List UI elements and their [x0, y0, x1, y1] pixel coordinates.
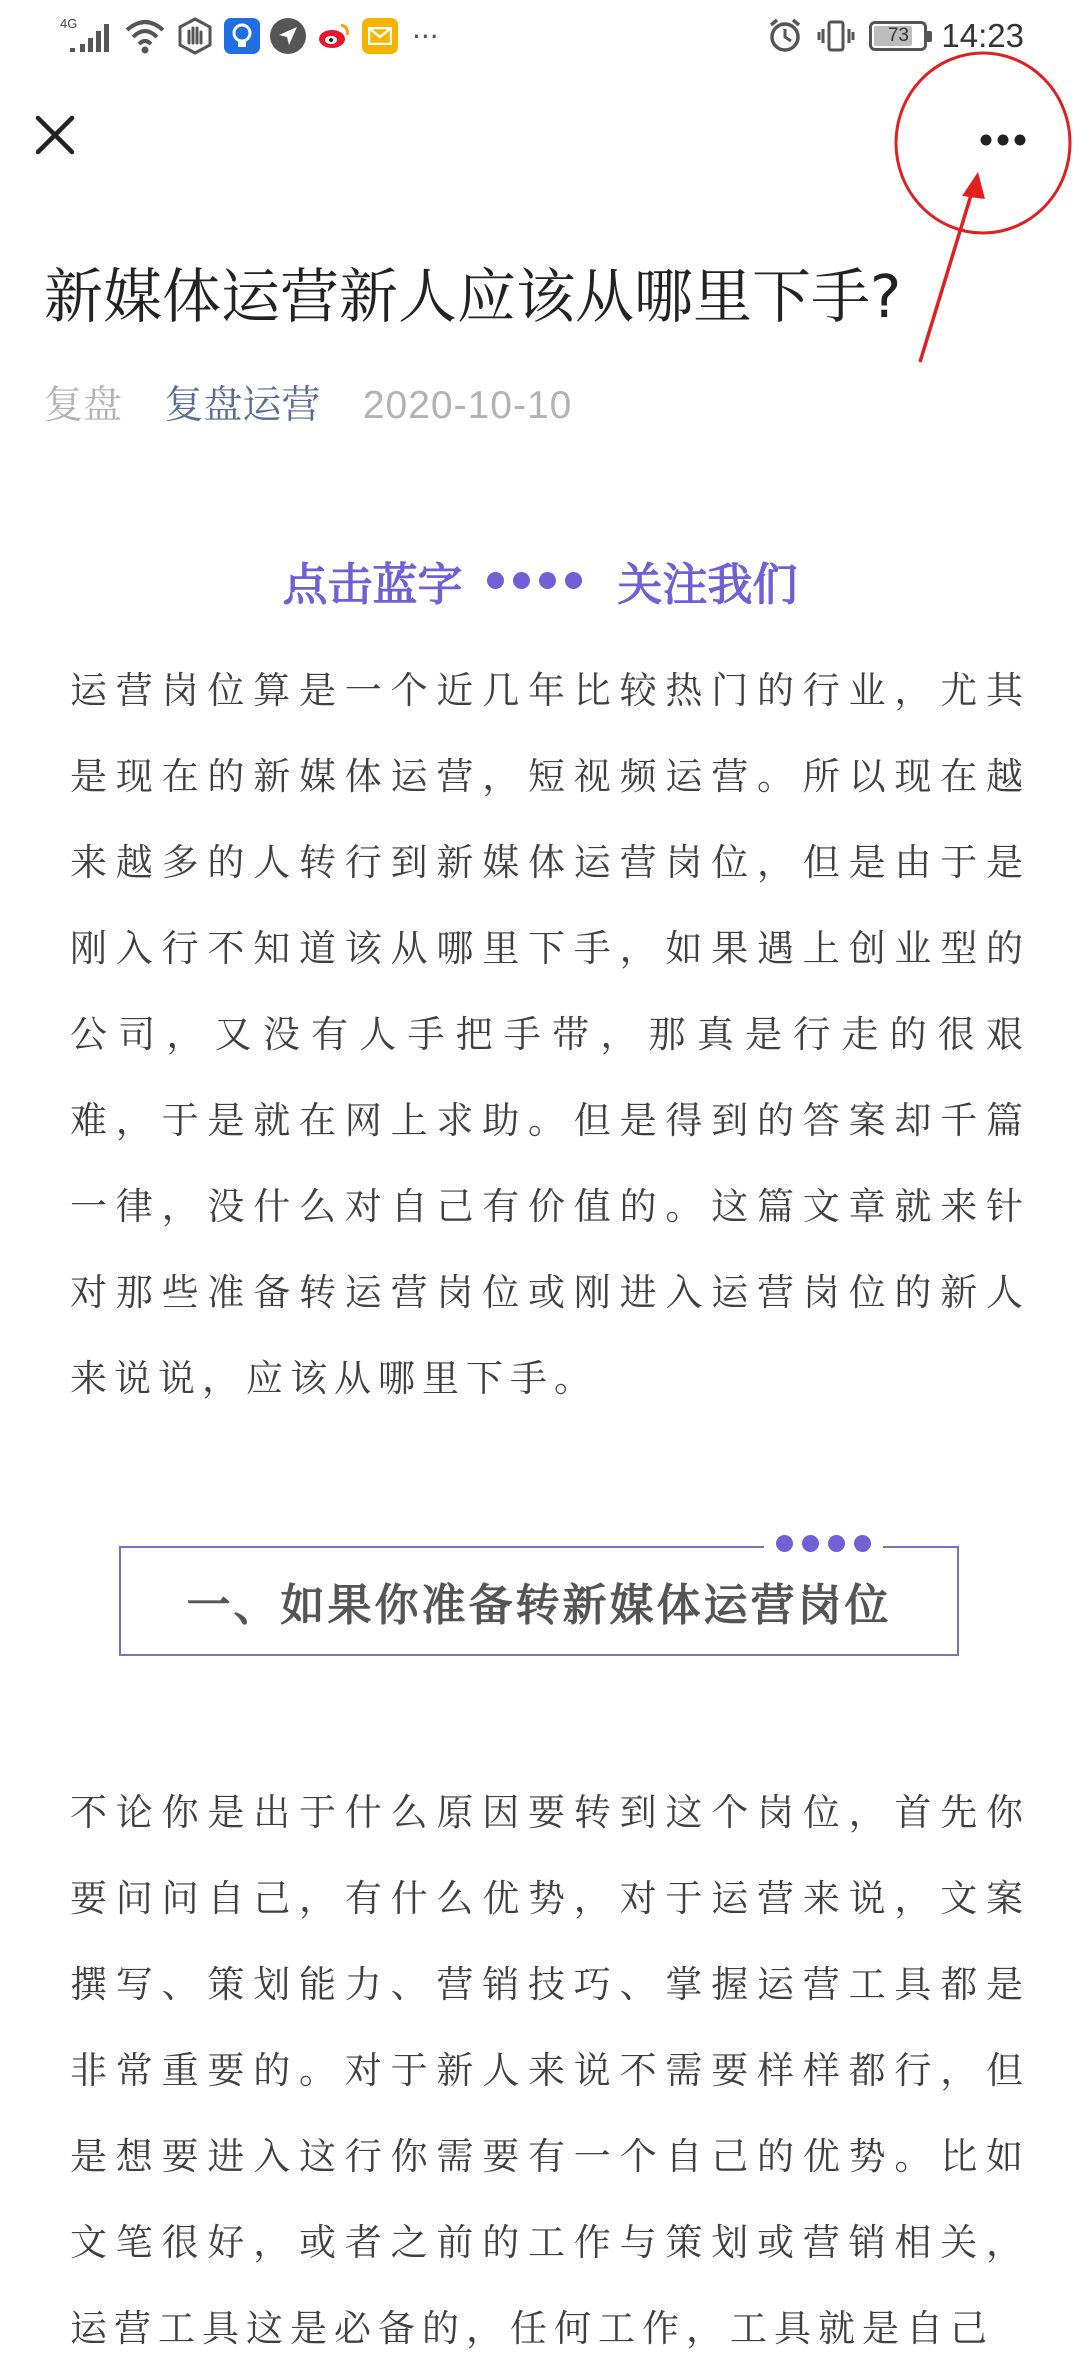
battery-icon [869, 21, 927, 51]
section-heading-box [119, 1546, 959, 1656]
article-author: 复盘 [44, 383, 123, 428]
dot [513, 572, 530, 589]
article-paragraph: 运营岗位算是一个近几年比较热门的行业，尤其是现在的新媒体运营，短视频运营。所以现在越来越多的人转行到新媒体运营岗位，但是由于是刚入行不知道该从哪里下手，如果遇上创业型的公司，又没有人手把手带，那真是行走的很艰难，于是就在网上求助。但是得到的答案却千篇一律，没什么对自己有价值的。这篇文章就来针对那些准备转运营岗位或刚进入运营岗位的新人来说说，应该从哪里下手。 [70, 669, 1030, 1400]
close-button[interactable] [24, 104, 86, 166]
battery-level: 73 [887, 25, 909, 46]
article-paragraph: 不论你是出于什么原因要转到这个岗位，首先你要问问自己，有什么优势，对于运营来说，文案撰写、策划能力、营销技巧、掌握运营工具都是非常重要的。对于新人来说不需要样样都行，但是想要进入这行你需要有一个自己的优势。比如文笔很好，或者之前的工作与策划或营销相关，运营工具这是必备的，任何工作，工具就是自己 [70, 1791, 1030, 2350]
dot [487, 572, 504, 589]
more-notifications-indicator: ··· [412, 19, 439, 53]
dot [776, 1535, 793, 1552]
more-dots-icon [950, 112, 1060, 172]
signal-icon [60, 16, 114, 56]
dot [565, 572, 582, 589]
dot [539, 572, 556, 589]
hand-icon [176, 17, 214, 55]
wifi-icon [124, 16, 166, 56]
status-left-icons [60, 14, 439, 58]
lightbulb-app-icon [224, 18, 260, 54]
network-type-label: 4G [60, 16, 78, 31]
publish-date: 2020-10-10 [362, 384, 573, 427]
status-time: 14:23 [941, 17, 1024, 54]
section-heading: 一、如果你准备转新媒体运营岗位 [186, 1580, 892, 1631]
dot [802, 1535, 819, 1552]
follow-banner-left: 点击蓝字 [282, 558, 463, 611]
mail-app-icon [362, 18, 398, 54]
status-right-icons [767, 12, 1024, 60]
close-icon [24, 104, 86, 166]
dot [854, 1535, 871, 1552]
account-name-link[interactable]: 复盘运营 [164, 383, 321, 428]
follow-banner [0, 548, 1080, 613]
weibo-app-icon [316, 18, 352, 54]
dot [828, 1535, 845, 1552]
article-title: 新媒体运营新人应该从哪里下手? [44, 262, 902, 331]
vibrate-icon [817, 17, 855, 55]
alarm-icon [767, 17, 803, 55]
follow-banner-dots [487, 572, 582, 589]
section-heading-dots [764, 1535, 883, 1552]
battery-tip [927, 31, 932, 42]
status-bar [0, 0, 1080, 72]
follow-banner-right: 关注我们 [617, 558, 798, 611]
paper-plane-app-icon [270, 18, 306, 54]
article-meta [44, 376, 572, 436]
more-options-button[interactable] [950, 112, 1060, 172]
